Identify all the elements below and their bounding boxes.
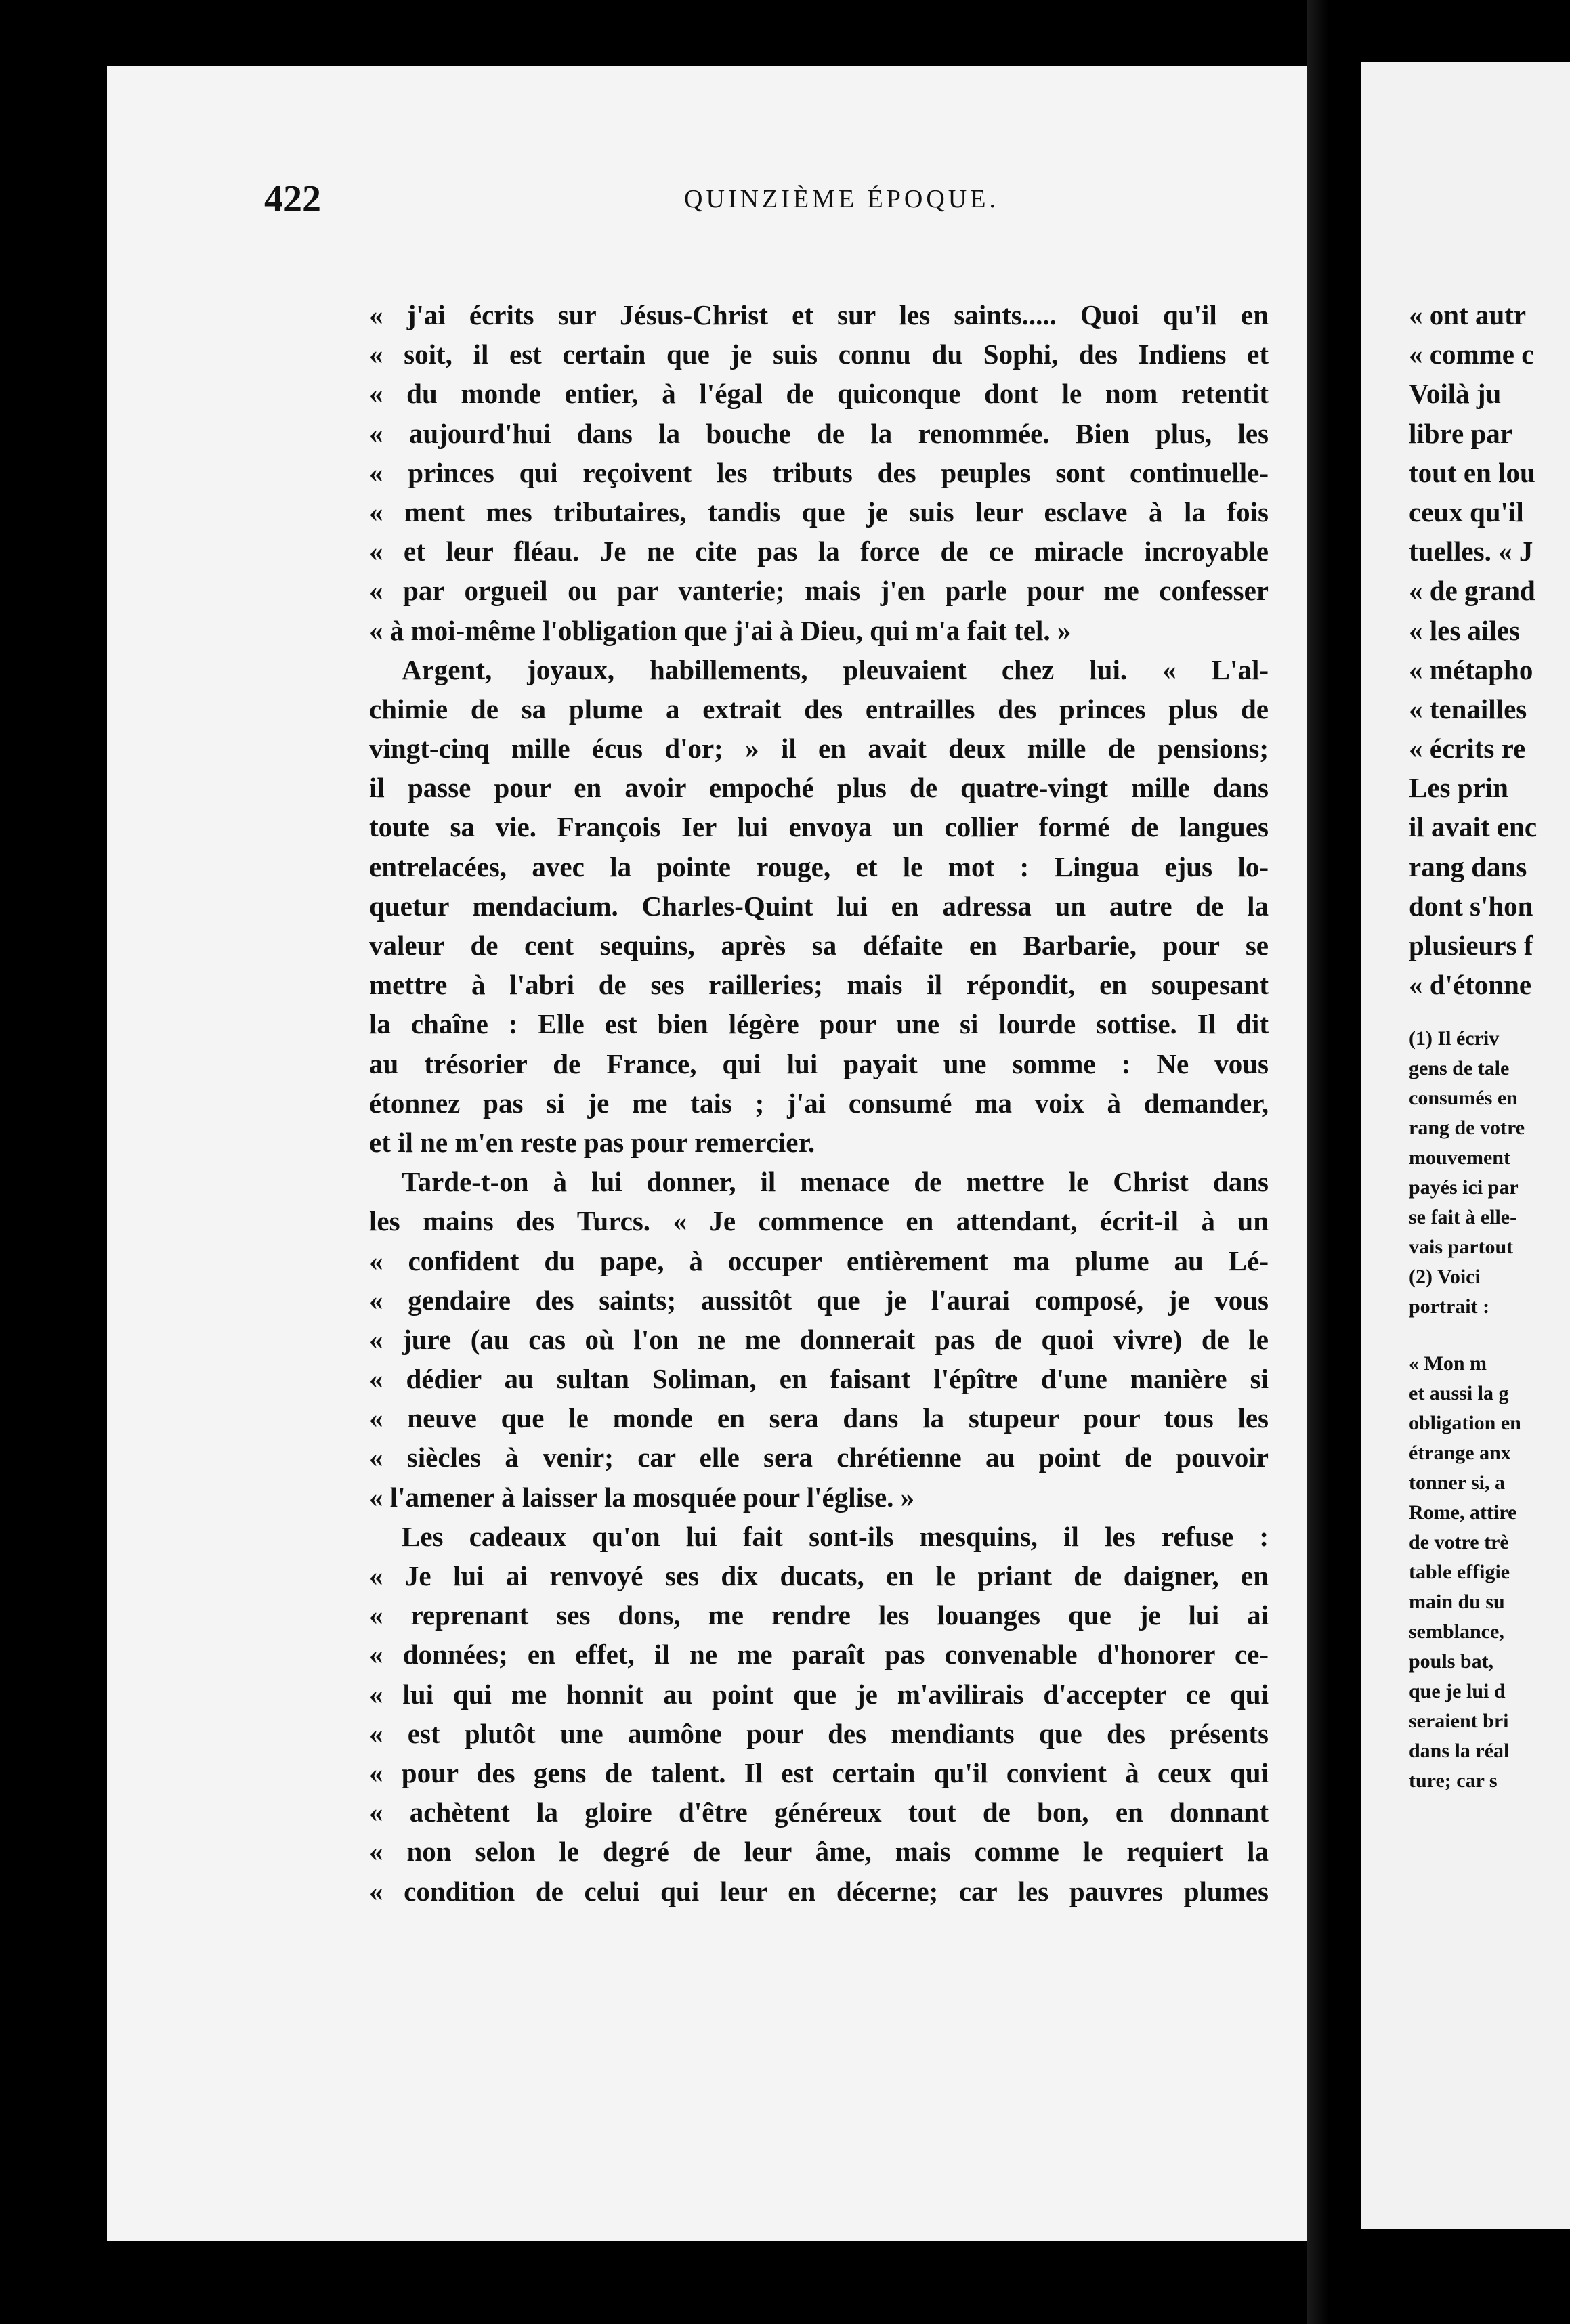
text-line: plusieurs f [1409,930,1533,961]
footnote-line: semblance, [1409,1620,1504,1643]
text-line: « du monde entier, à l'égal de quiconque dont le nom retentit [369,378,1269,410]
text-line: « de grand [1409,575,1535,607]
text-line: et il ne m'en reste pas pour remercier. [369,1126,815,1158]
text-line: « à moi-même l'obligation que j'ai à Dieu, qui m'a fait tel. » [369,614,1072,646]
text-line: mettre à l'abri de ses railleries; mais il répondit, en soupesant [369,969,1269,1001]
footnote-line: portrait : [1409,1295,1490,1318]
footnote-line: étrange anx [1409,1442,1511,1464]
text-line: toute sa vie. François Ier lui envoya un collier formé de langues [369,811,1269,843]
text-line: « métapho [1409,653,1533,685]
footnote-line: dans la réal [1409,1740,1510,1762]
text-line: ceux qu'il [1409,496,1524,528]
text-line: il avait enc [1409,811,1537,843]
text-line: étonnez pas si je me tais ; j'ai consumé ma voix à demander, [369,1087,1269,1119]
footnote-line: se fait à elle- [1409,1206,1517,1228]
footnote-line: et aussi la g [1409,1382,1509,1404]
text-line: valeur de cent sequins, après sa défaite en Barbarie, pour se [369,930,1269,961]
footnote-line: rang de votre [1409,1117,1525,1139]
text-line: « princes qui reçoivent les tributs des peuples sont continuelle- [369,456,1269,488]
footnote-line: main du su [1409,1591,1505,1613]
text-line: quetur mendacium. Charles-Quint lui en adressa un autre de la [369,890,1269,922]
text-line: « par orgueil ou par vanterie; mais j'en parle pour me confesser [369,575,1269,607]
text-line: « achètent la gloire d'être généreux tout de bon, en donnant [369,1796,1269,1828]
text-line: « neuve que le monde en sera dans la stupeur pour tous les [369,1402,1269,1434]
text-line: « aujourd'hui dans la bouche de la renommée. Bien plus, les [369,417,1269,449]
text-line: les mains des Turcs. « Je commence en attendant, écrit-il à un [369,1205,1269,1237]
text-line: rang dans [1409,851,1527,882]
footnote-line: consumés en [1409,1087,1518,1109]
footnote-line: vais partout [1409,1236,1514,1258]
text-line: « l'amener à laisser la mosquée pour l'église. » [369,1481,915,1513]
text-line: « reprenant ses dons, me rendre les louanges que je lui ai [369,1599,1269,1631]
text-line: la chaîne : Elle est bien légère pour une si lourde sottise. Il dit [369,1008,1269,1040]
text-line: « gendaire des saints; aussitôt que je l'aurai composé, je vous [369,1284,1269,1316]
text-line: « dédier au sultan Soliman, en faisant l'épître d'une manière si [369,1363,1269,1395]
footnote-line: seraient bri [1409,1710,1509,1732]
text-line: « données; en effet, il ne me paraît pas convenable d'honorer ce- [369,1639,1269,1671]
text-line: « j'ai écrits sur Jésus-Christ et sur les saints..... Quoi qu'il en [369,299,1269,330]
text-line: Argent, joyaux, habillements, pleuvaient chez lui. « L'al- [402,653,1269,685]
left-page-body [369,295,1269,1911]
page-number: 422 [264,178,321,220]
footnote-line: que je lui d [1409,1680,1506,1702]
footnote-line: table effigie [1409,1561,1510,1583]
footnote-line: (2) Voici [1409,1266,1481,1288]
text-line: « tenailles [1409,693,1527,725]
text-line: « ont autr [1409,299,1527,330]
running-head-title: QUINZIÈME ÉPOQUE. [684,185,999,213]
text-line: Tarde-t-on à lui donner, il menace de mettre le Christ dans [402,1166,1269,1198]
book-gutter [1307,0,1361,2324]
text-line: « lui qui me honnit au point que je m'avilirais d'accepter ce qui [369,1678,1269,1710]
footnote-line: mouvement [1409,1146,1510,1169]
text-line: « ment mes tributaires, tandis que je suis leur esclave à la fois [369,496,1269,528]
footnote-line: gens de tale [1409,1057,1510,1079]
text-line: « est plutôt une aumône pour des mendiants que des présents [369,1717,1269,1749]
footnote-line: Rome, attire [1409,1501,1517,1524]
footnote-line: « Mon m [1409,1352,1487,1375]
text-line: vingt-cinq mille écus d'or; » il en avait deux mille de pensions; [369,733,1269,765]
text-line: « confident du pape, à occuper entièrement ma plume au Lé- [369,1245,1269,1276]
text-line: tuelles. « J [1409,536,1533,567]
text-line: Les prin [1409,772,1508,804]
text-line: « Je lui ai renvoyé ses dix ducats, en le priant de daigner, en [369,1560,1269,1591]
footnote-line: tonner si, a [1409,1471,1505,1494]
footnote-line: payés ici par [1409,1176,1519,1199]
text-line: au trésorier de France, qui lui payait une somme : Ne vous [369,1048,1269,1079]
footnote-line: pouls bat, [1409,1650,1494,1673]
footnote-line: (1) Il écriv [1409,1027,1500,1050]
text-line: « d'étonne [1409,969,1532,1001]
right-page-footnotes [1409,1024,1570,1796]
text-line: « les ailes [1409,614,1520,646]
footnote-line: obligation en [1409,1412,1521,1434]
text-line: libre par [1409,417,1512,449]
text-line: Les cadeaux qu'on lui fait sont-ils mesquins, il les refuse : [402,1520,1269,1552]
text-line: « jure (au cas où l'on ne me donnerait pas de quoi vivre) de le [369,1323,1269,1355]
text-line: « comme c [1409,339,1534,370]
text-line: dont s'hon [1409,890,1533,922]
text-line: Voilà ju [1409,378,1502,410]
text-line: « et leur fléau. Je ne cite pas la force de ce miracle incroyable [369,536,1269,567]
text-line: il passe pour en avoir empoché plus de quatre-vingt mille dans [369,772,1269,804]
text-line: « écrits re [1409,733,1526,765]
text-line: tout en lou [1409,456,1535,488]
footnote-line [1409,1322,1570,1349]
footnote-line: de votre trè [1409,1531,1509,1553]
text-line: « siècles à venir; car elle sera chrétienne au point de pouvoir [369,1442,1269,1473]
running-head [264,177,1267,232]
text-line: « soit, il est certain que je suis connu du Sophi, des Indiens et [369,339,1269,370]
text-line: chimie de sa plume a extrait des entrailles des princes plus de [369,693,1269,725]
text-line: entrelacées, avec la pointe rouge, et le mot : Lingua ejus lo- [369,851,1269,882]
right-page-body [1409,295,1570,1004]
text-line: « condition de celui qui leur en décerne; car les pauvres plumes [369,1875,1269,1907]
text-line: « pour des gens de talent. Il est certain qu'il convient à ceux qui [369,1757,1269,1788]
text-line: « non selon le degré de leur âme, mais comme le requiert la [369,1836,1269,1868]
footnote-line: ture; car s [1409,1769,1498,1792]
